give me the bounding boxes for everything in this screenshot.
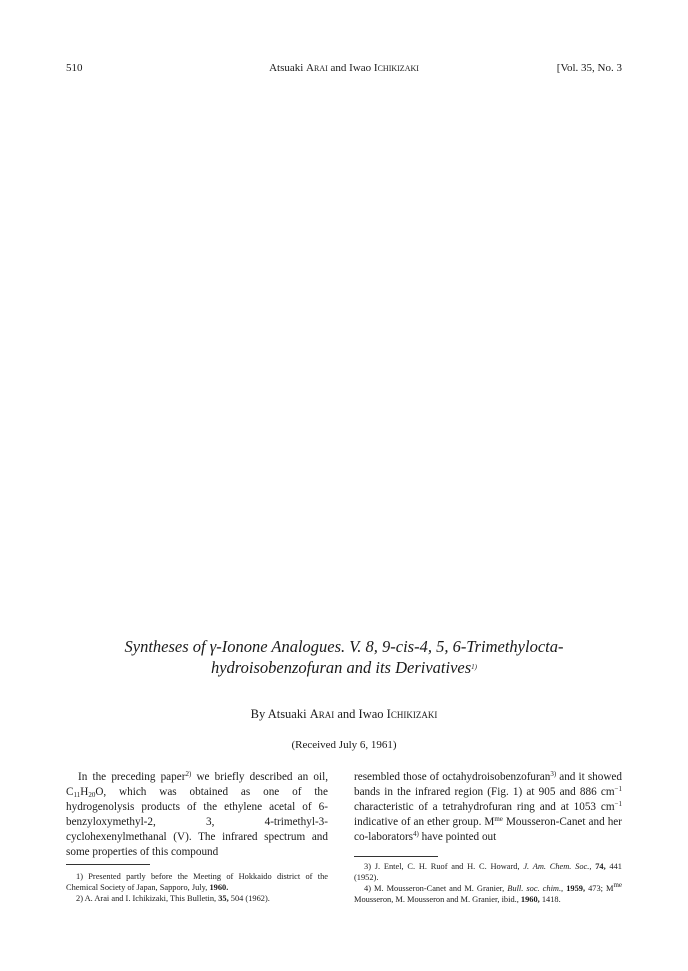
title-footnote-ref: 1) [471, 663, 477, 671]
paragraph: resembled those of octahydroisobenzofuran$^{3)}$ and it showed bands in the infrared region (Fig. 1) at 905 and 886 $cm^{-1}$ characteristic of a tetrahydrofuran ring and at 1053 $cm^{-1}$ indicative of an ether group. $M^{me}$ Mousseron-Canet and her co-laborators$^{4)}$ have pointed out [354, 770, 622, 843]
body-column-right [354, 770, 622, 845]
received-date: (Received July 6, 1961) [291, 739, 397, 751]
paragraph: In the preceding paper$^{2)}$ we briefly described an oil, $C_{11}H_{20}O$, which was obtained as one of the hydrogenolysis products of the ethylene acetal of 6-benzyloxymethyl-2, 3, 4-trimethyl-3-cyclohexenylmethanal (V). The infrared spectrum and some properties of this compound [66, 770, 328, 858]
footnotes-right [354, 861, 622, 905]
ref-3: 3) [550, 770, 557, 778]
footnote-4: 4) M. Mousseron-Canet and M. Granier, Bull. soc. chim., 1959, 473; $M^{me}$ Mousseron, M. Mousseron and M. Granier, ibid., 1960, 1418. [354, 881, 623, 904]
running-head-authors: Atsuaki Arai and Iwao Ichikizaki [269, 62, 419, 74]
footnote-3: 3) J. Entel, C. H. Ruof and H. C. Howard, J. Am. Chem. Soc., 74, 441 (1952). [354, 862, 622, 882]
ref-4: 4) [413, 830, 419, 838]
volume-issue: [Vol. 35, No. 3 [556, 62, 622, 74]
footnote-divider-left [66, 864, 150, 865]
page-number: 510 [66, 62, 83, 74]
body-column-left [66, 770, 328, 860]
ref-2: 2) [185, 770, 192, 778]
footnote-1: 1) Presented partly before the Meeting of Hokkaido district of the Chemical Society of Japan, Sapporo, July, 1960. [66, 872, 328, 892]
byline: By Atsuaki Arai and Iwao Ichikizaki [250, 707, 438, 721]
footnotes-left [66, 871, 328, 904]
article-title: Syntheses of γ-Ionone Analogues. V. 8, 9-cis-4, 5, 6-Trimethylocta- hydroisobenzofuran and its Derivatives$^{1)}$ [124, 637, 564, 677]
footnote-2: 2) A. Arai and I. Ichikizaki, This Bulletin, 35, 504 (1962). [76, 894, 270, 903]
footnote-divider-right [354, 856, 438, 857]
running-head [66, 59, 622, 77]
